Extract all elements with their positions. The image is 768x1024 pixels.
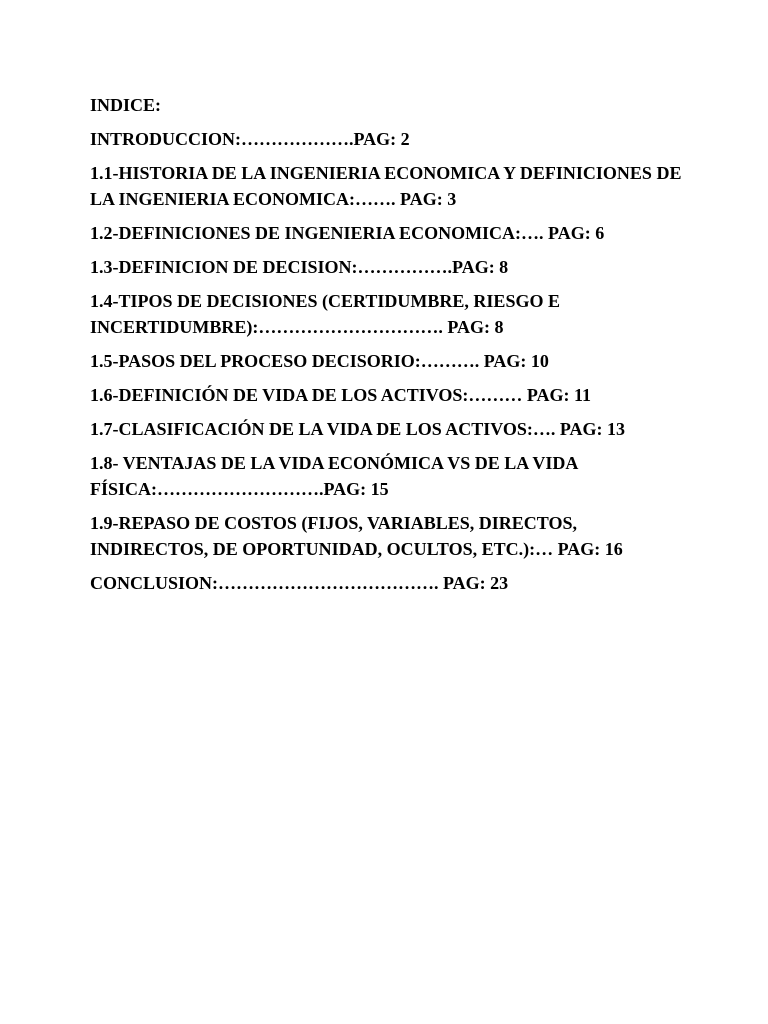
table-of-contents	[90, 92, 690, 604]
toc-entry-1-6: 1.6-DEFINICIÓN DE VIDA DE LOS ACTIVOS:……… PAG: 11	[90, 385, 592, 405]
toc-entry-introduccion: INTRODUCCION:……………….PAG: 2	[90, 129, 410, 149]
toc-entry-1-9: 1.9-REPASO DE COSTOS (FIJOS, VARIABLES, DIRECTOS, INDIRECTOS, DE OPORTUNIDAD, OCULTOS, ETC.):… PAG: 16	[90, 513, 623, 559]
toc-entry-1-3: 1.3-DEFINICION DE DECISION:…………….PAG: 8	[90, 257, 509, 277]
toc-entry-1-8: 1.8- VENTAJAS DE LA VIDA ECONÓMICA VS DE LA VIDA FÍSICA:……………………….PAG: 15	[90, 453, 578, 499]
toc-entry-1-2: 1.2-DEFINICIONES DE INGENIERIA ECONOMICA:…. PAG: 6	[90, 223, 605, 243]
toc-entry-1-7: 1.7-CLASIFICACIÓN DE LA VIDA DE LOS ACTIVOS:…. PAG: 13	[90, 419, 626, 439]
index-title: INDICE:	[90, 95, 162, 115]
toc-entry-conclusion: CONCLUSION:………………………………. PAG: 23	[90, 573, 509, 593]
toc-entry-1-5: 1.5-PASOS DEL PROCESO DECISORIO:………. PAG: 10	[90, 351, 549, 371]
toc-entry-1-1: 1.1-HISTORIA DE LA INGENIERIA ECONOMICA Y DEFINICIONES DE LA INGENIERIA ECONOMICA:……. PAG: 3	[90, 163, 682, 209]
toc-entry-1-4: 1.4-TIPOS DE DECISIONES (CERTIDUMBRE, RIESGO E INCERTIDUMBRE):…………………………. PAG: 8	[90, 291, 560, 337]
